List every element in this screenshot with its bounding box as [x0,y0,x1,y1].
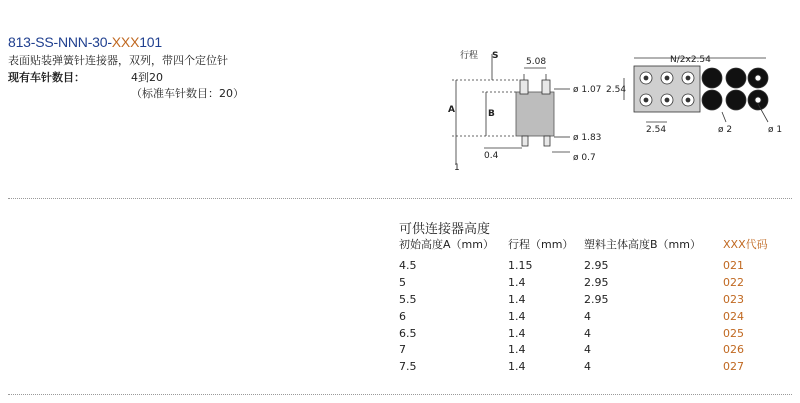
table-cell: 2.95 [584,258,609,272]
dim-107: ø 1.07 [573,85,602,95]
stroke-label: 行程 [460,51,479,61]
pin-top-right [542,80,550,94]
dim-2: ø 2 [718,125,733,135]
table-cell: 6 [399,309,406,323]
table-cell: 021 [723,258,744,272]
table-cell: 027 [723,360,744,374]
table-cell: 4 [584,343,591,357]
dim-254-bottom: 2.54 [646,125,667,135]
locating-pins [702,68,768,110]
col-body-height [584,237,701,376]
part-number-suffix: 101 [139,34,162,50]
dim-b: B [488,109,495,119]
dim-s: S [492,51,499,61]
table-cell: 1.4 [508,275,526,289]
table-cell: 022 [723,275,744,289]
dim-n: N/2x2.54 [670,55,711,65]
table-cell: 4 [584,360,591,374]
table-cell: 023 [723,292,744,306]
separator-top [8,198,792,199]
dim-a: A [448,105,455,115]
table-cell: 1.15 [508,258,533,272]
table-cell: 1.4 [508,343,526,357]
table-cell: 025 [723,326,744,340]
table-cell: 5.5 [399,292,417,306]
table-header: 行程（mm） [508,238,574,251]
table-cell: 4 [584,309,591,323]
part-number [8,34,162,50]
table-cell: 2.95 [584,292,609,306]
dim-04: 0.4 [484,151,499,161]
dim-1-top: ø 1 [768,125,783,135]
part-number-prefix: 813-SS-NNN-30- [8,34,112,50]
table-cell: 4 [584,326,591,340]
product-description: 表面贴装弹簧针连接器，双列，带四个定位针 [8,54,228,67]
table-cell: 6.5 [399,326,417,340]
current-pin-label: 现有车针数目： [8,71,85,84]
table-cell: 1.4 [508,292,526,306]
col-stroke [508,237,573,376]
table-cell: 1.4 [508,309,526,323]
side-view-drawing [440,44,610,174]
table-title: 可供连接器高度 [399,222,491,237]
standard-pin-note: （标准车针数目：20） [131,87,244,100]
plastic-body [516,92,554,136]
part-number-code: XXX [111,34,140,50]
table-cell: 7 [399,343,406,357]
col-code [723,237,768,376]
dim-1: 1 [454,163,460,173]
col-initial-height [399,237,494,376]
current-pin-value: 4到20 [131,71,163,84]
top-view-drawing [606,52,796,142]
table-cell: 2.95 [584,275,609,289]
separator-bottom [8,394,792,395]
table-cell: 1.4 [508,326,526,340]
table-header: 初始高度A（mm） [399,238,494,251]
table-cell: 026 [723,343,744,357]
dim-183: ø 1.83 [573,133,602,143]
table-cell: 4.5 [399,258,417,272]
pin-bottom-right [544,136,550,146]
table-header: XXX代码 [723,238,768,251]
pin-bottom-left [522,136,528,146]
table-cell: 1.4 [508,360,526,374]
table-cell: 5 [399,275,406,289]
table-header: 塑料主体高度B（mm） [584,238,701,251]
dim-254-left: 2.54 [606,85,627,95]
dim-07: ø 0.7 [573,153,596,163]
table-cell: 7.5 [399,360,417,374]
pin-top-left [520,80,528,94]
dim-508: 5.08 [526,57,547,67]
table-cell: 024 [723,309,744,323]
